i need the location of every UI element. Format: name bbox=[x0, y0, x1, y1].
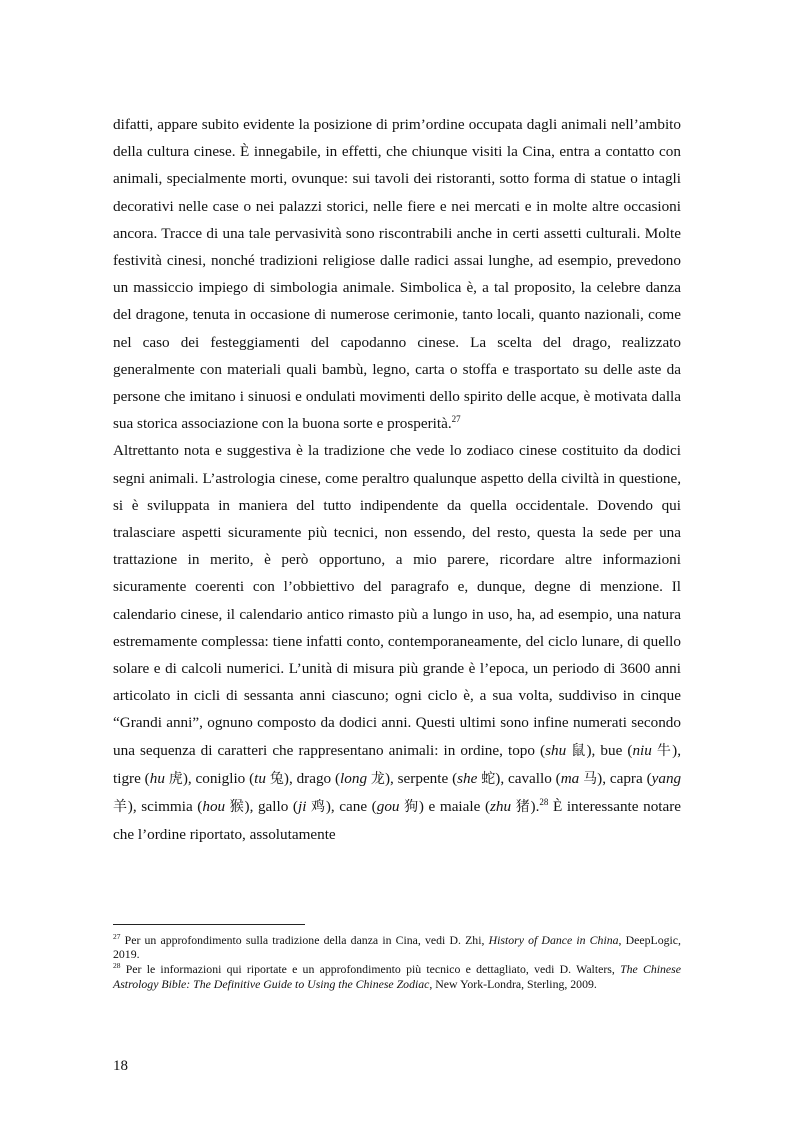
footnote-book-title: The Chinese Astrology Bible: The Definitive Guide to Using the Chinese Zodiac bbox=[113, 962, 681, 991]
animal-hanzi: 鼠 bbox=[571, 742, 587, 759]
animal-romanization: hou bbox=[202, 798, 226, 816]
animal-romanization: gou bbox=[376, 798, 400, 816]
animal-name-text: ) e maiale ( bbox=[418, 798, 491, 816]
animal-romanization: ma bbox=[560, 769, 580, 787]
paragraph-2-continuation: È interessante notare che l’ordine riportato, assolutamente bbox=[113, 798, 682, 844]
footnote-text: Per le informazioni qui riportate e un approfondimento più tecnico e dettagliato, vedi D. Walters, bbox=[120, 962, 621, 977]
animal-name-text: ), coniglio ( bbox=[182, 769, 255, 787]
paragraph-1-text: difatti, appare subito evidente la posizione di prim’ordine occupata dagli animali nell’ambito della cultura cinese. È innegabile, in effetti, che chiunque visiti la Cina, entra a contatto con animali, specialmente morti, ovunque: sui tavoli dei ristoranti, sotto forma di statue o intagli decorativi nelle case o nei palazzi storici, nelle fiere e nei mercati e in molte altre occasioni ancora. Tracce di una tale pervasività sono riscontrabili anche in certi assetti culturali. Molte festività cinesi, nonché tradizioni religiose dalle radici assai lunghe, ad esempio, prevedono un massiccio impiego di simbologia animale. Simbolica è, a tal proposito, la celebre danza del dragone, tenuta in occasione di numerose cerimonie, tanto locali, quanto nazionali, come nel caso dei festeggiamenti del capodanno cinese. La scelta del drago, realizzato generalmente con materiali quali bambù, legno, carta o stoffa e trasportato su delle aste da persone che imitano i sinuosi e ondulati movimenti dello spirito delle acque, è motivata dalla sua storica associazione con la buona sorte e prosperità. bbox=[113, 116, 681, 433]
animal-hanzi: 虎 bbox=[168, 770, 183, 787]
footnote-publication: , DeepLogic, 2019. bbox=[113, 933, 681, 962]
animal-romanization: ji bbox=[297, 798, 307, 816]
animal-hanzi: 蛇 bbox=[481, 770, 496, 787]
page-number: 18 bbox=[113, 1058, 128, 1074]
animal-hanzi: 兔 bbox=[269, 770, 284, 787]
animal-name-text: ), capra ( bbox=[597, 769, 652, 787]
footnote-ref-27[interactable]: 27 bbox=[451, 414, 461, 425]
animal-name-text: ), drago ( bbox=[283, 769, 341, 787]
body-text bbox=[113, 111, 681, 848]
footnote-number: 28 bbox=[113, 961, 121, 971]
animal-name-text: ), serpente ( bbox=[384, 769, 458, 787]
animal-hanzi: 鸡 bbox=[311, 799, 326, 816]
animal-hanzi: 羊 bbox=[113, 799, 128, 816]
animal-romanization: niu bbox=[632, 741, 652, 759]
paragraph-2-text: Altrettanto nota e suggestiva è la tradizione che vede lo zodiaco cinese costituito da dodici segni animali. L’astrologia cinese, come peraltro qualunque aspetto della civiltà in questione, si è sviluppata in maniera del tutto indipendente da quella occidentale. Dovendo qui tralasciare aspetti sicuramente più tecnici, non essendo, del resto, questa la sede per una trattazione in merito, è però opportuno, a mio parere, ricordare altre informazioni sicuramente coerenti con l’obbiettivo del paragrafo e, dunque, degne di menzione. Il calendario cinese, il calendario antico rimasto più a lungo in uso, ha, ad esempio, una natura estremamente complessa: tiene infatti conto, contemporaneamente, del ciclo lunare, di quello solare e di calcoli numerici. L’unità di misura più grande è l’epoca, un periodo di 3600 anni articolato in cicli di sessanta anni ciascuno; ogni ciclo è, a sua volta, suddiviso in cinque “Grandi anni”, ognuno composto da dodici anni. Questi ultimi sono infine numerati secondo una sequenza di caratteri che rappresentano animali: in ordine, topo ( bbox=[113, 442, 681, 759]
animal-romanization: yang bbox=[651, 769, 682, 787]
animal-hanzi: 牛 bbox=[656, 742, 673, 759]
footnote-book-title: History of Dance in China bbox=[488, 933, 619, 947]
footnotes bbox=[113, 933, 681, 992]
footnote-ref-28[interactable]: 28 bbox=[539, 797, 549, 808]
animal-hanzi: 猴 bbox=[229, 799, 245, 816]
animal-romanization: she bbox=[457, 769, 478, 787]
animal-name-text: ), bue ( bbox=[586, 741, 633, 759]
footnote-text: Per un approfondimento sulla tradizione della danza in Cina, vedi D. Zhi, bbox=[120, 933, 489, 947]
footnote-publication: , New York-Londra, Sterling, 2009. bbox=[429, 976, 597, 991]
animal-name-text: ), gallo ( bbox=[244, 798, 298, 816]
animal-list-closing: ). bbox=[530, 798, 540, 816]
animal-romanization: hu bbox=[149, 769, 165, 787]
animal-romanization: zhu bbox=[490, 798, 512, 816]
animal-hanzi: 龙 bbox=[370, 770, 385, 787]
footnote-separator bbox=[113, 924, 305, 925]
paragraph-2 bbox=[113, 437, 681, 848]
animal-romanization: shu bbox=[545, 741, 567, 759]
animal-hanzi: 马 bbox=[583, 770, 598, 787]
footnote-number: 27 bbox=[113, 932, 121, 942]
animal-romanization: tu bbox=[254, 769, 266, 787]
animal-name-text: ), scimmia ( bbox=[127, 798, 203, 816]
footnote-28 bbox=[113, 962, 681, 990]
animal-hanzi: 猪 bbox=[515, 799, 531, 816]
animal-hanzi: 狗 bbox=[404, 799, 419, 816]
animal-name-text: ), tigre ( bbox=[113, 741, 682, 787]
animal-name-text: ), cavallo ( bbox=[495, 769, 561, 787]
animal-name-text: ), cane ( bbox=[325, 798, 377, 816]
paragraph-1 bbox=[113, 111, 681, 437]
footnote-27 bbox=[113, 933, 681, 961]
animal-romanization: long bbox=[340, 769, 368, 787]
